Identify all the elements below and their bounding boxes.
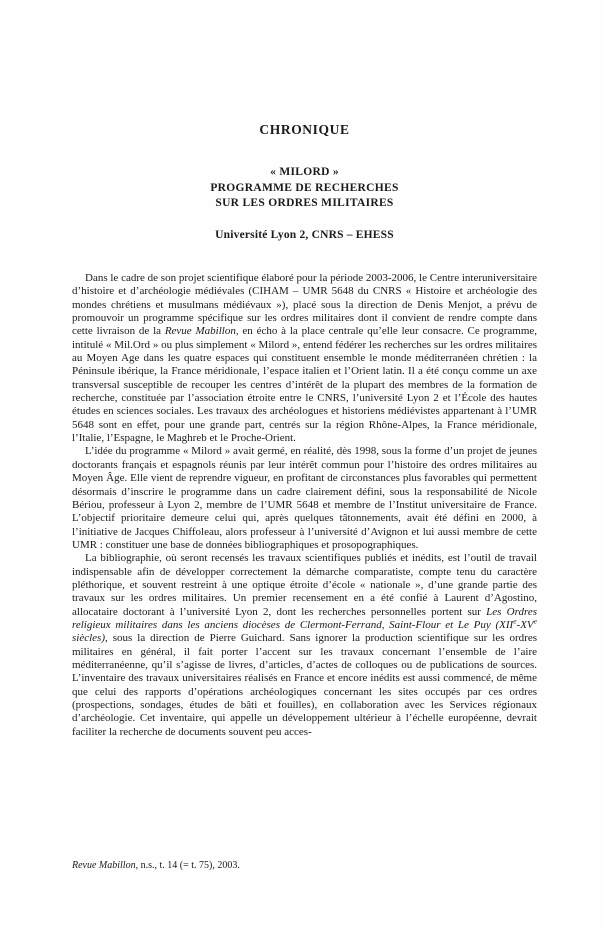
article-title-line-3: SUR LES ORDRES MILITAIRES [215, 197, 394, 210]
journal-citation-rest: , n.s., t. 14 (= t. 75), 2003. [135, 860, 240, 871]
text-run: Les Ordres religieux militaires dans les anciens diocèses de Clermont-Ferrand, Saint-Flour et Le Puy (XII [72, 605, 538, 631]
text-run: -XV [516, 618, 534, 631]
paragraph [72, 445, 537, 552]
affiliation: Université Lyon 2, CNRS – EHESS [215, 229, 394, 241]
section-title: CHRONIQUE [259, 122, 350, 137]
article-title-line-2: PROGRAMME DE RECHERCHES [210, 181, 399, 194]
text-run: e [513, 616, 517, 626]
text-run: Dans le cadre de son projet scientifique élaboré pour la période 2003-2006, le Centre interuniversitaire d’histoire et d’archéologie médiévales (CIHAM – UMR 5648 du CNRS « Histoire et archéologie des mondes chrétiens et musulmans médiévaux »), placé sous la direction de Denis Menjot, a prévu de promouvoir un programme spécifique sur les ordres militaires dont il convient de rendre compte dans cette livraison de la [72, 272, 537, 338]
journal-citation-title: Revue Mabillon [72, 860, 136, 871]
article-title [72, 165, 537, 212]
article-title-line-1: « MILORD » [270, 166, 339, 178]
paragraph [72, 272, 537, 445]
text-run: , sous la direction de Pierre Guichard. Sans ignorer la production scientifique sur les ordres militaires en général, il fait porter l’accent sur les travaux concernant l’ensemble de l’aire méditerranéenne, qu’il s’agisse de livres, d’articles, d’actes de colloques ou de publications de sources. L’inventaire des travaux universitaires réalisés en France et encore inédits est aussi commencé, de même que celui des rapports d’opérations archéologiques concernant les sites occupés par ces ordres (prospections, sondages, études de bâti et fouilles), en collaboration avec les Services régionaux d’archéologie. Cet inventaire, qui appelle un développement ultérieur à l’échelle européenne, devrait faciliter la recherche de documents souvent peu acces- [72, 632, 537, 738]
text-run: La bibliographie, où seront recensés les travaux scientifiques publiés et inédits, est l’outil de travail indispensable afin de développer correctement la démarche comparatiste, compte tenu du caractère pléthorique, et souvent restreint à une optique étroite d’école « nationale », d’une grande partie des travaux sur les ordres militaires. Un premier recensement en a été confié à Laurent d’Agostino, allocataire doctorant à l’université Lyon 2, dont les recherches personnelles portent sur [72, 552, 537, 618]
paragraph [72, 552, 537, 739]
text-run: e [533, 616, 537, 626]
text-run: , en écho à la place centrale qu’elle leur consacre. Ce programme, intitulé « Mil.Ord » ou plus simplement « Milord », entend fédérer les recherches sur les ordres militaires au Moyen Age dans les quatre espaces qui constituent ensemble le monde méditerranéen chrétien : la Péninsule ibérique, la France méridionale, l’espace italien et l’Orient latin. Il a été conçu comme un axe transversal susceptible de recouper les centres d’intérêt de la plupart des membres de la formation de recherche, constituée par l’association étroite entre le CNRS, l’université Lyon 2 et l’École des hautes études en sciences sociales. Les travaux des archéologues et historiens médiévistes appartenant à l’UMR 5648 sont en effet, pour une grande part, centrés sur la région Rhône-Alpes, la France méridionale, l’Italie, l’Espagne, le Maghreb et le Proche-Orient. [72, 325, 538, 445]
text-run: Revue Mabillon [164, 325, 236, 338]
text-run: L’idée du programme « Milord » avait germé, en réalité, dès 1998, sous la forme d’un projet de jeunes doctorants français et espagnols réunis par leur intérêt commun pour l’histoire des ordres militaires au Moyen Âge. Elle vient de reprendre vigueur, en profitant de circonstances plus favorables qui permettent désormais d’inscrire le programme dans un cadre clairement défini, sous la responsabilité de Nicole Bériou, professeur à Lyon 2, membre de l’UMR 5648 et membre de l’Institut universitaire de France. L’objectif prioritaire demeure celui qui, après quelques tâtonnements, avait été défini en 2000, à l’initiative de Jacques Chiffoleau, alors professeur à l’université d’Avignon et lui aussi membre de cette UMR : constituer une base de données bibliographiques et prosopographiques. [72, 445, 537, 551]
text-run: siècles) [72, 632, 105, 645]
page-footer [72, 860, 537, 871]
article-body [72, 272, 537, 739]
